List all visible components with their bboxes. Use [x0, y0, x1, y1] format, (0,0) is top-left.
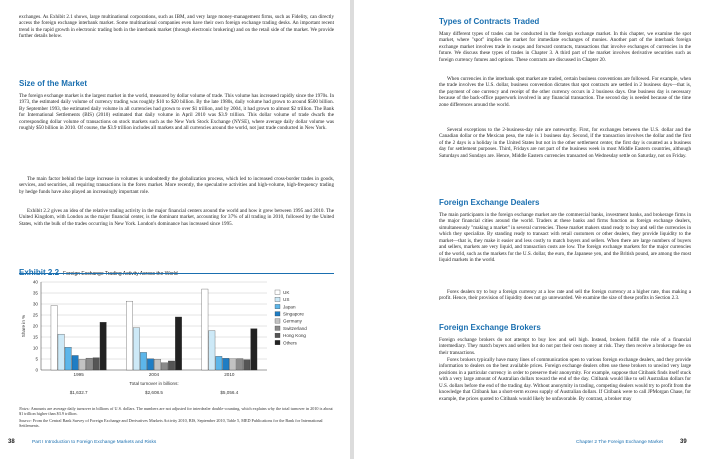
exhibit-rule [19, 273, 334, 274]
source-text: From the Central Bank Survey of Foreign Exchange and Derivatives Markets Activity 2010, BIS, September 2010, Table 5, MED Publications for the Bank for International Settlements. [19, 418, 323, 429]
bar-germany-2010 [230, 359, 236, 370]
left-page-number: 38 [8, 439, 15, 445]
bar-singapore-2010 [223, 358, 229, 370]
bar-switzerland-2004 [161, 363, 167, 370]
y-tick-label: 35 [32, 290, 38, 296]
exhibit-number: Exhibit 2.2 [19, 268, 60, 277]
brokers-paragraph-1: Foreign exchange brokers do not attempt to buy low and sell high. Instead, brokers fulfill the role of a financial intermediary. They match buyers and sellers but do not put their own money at risk. They then receive a brokerage fee on their transactions. [439, 337, 691, 356]
y-axis-label: Share in % [21, 314, 26, 338]
legend-label: Hong Kong [283, 333, 306, 339]
legend-label: Switzerland [283, 325, 307, 331]
types-heading: Types of Contracts Traded [439, 17, 540, 26]
legend-swatch [275, 312, 280, 316]
y-tick-label: 0 [35, 367, 38, 373]
dealers-paragraph-1: The main participants in the foreign exchange market are the commercial banks, investment banks, and brokerage firms in the major financial cities around the world. Traders at these banks and firms function as foreign exchange dealers, simultaneously "making a market" in several currencies. These market makers stand ready to buy and sell the currencies in which they specialize. By standing ready to transact with retail customers or other dealers, they provide liquidity to the market—that is, they make it easier and less costly to match buyers and sellers. When there are large numbers of buyers and sellers, markets are very liquid, and transaction costs are low. The foreign exchange markets for the major currencies of the world, such as the markets for the U.S. dollar, the euro, the Japanese yen, and the British pound, are among the most liquid markets in the world. [439, 212, 691, 264]
legend-swatch [275, 297, 280, 301]
legend-swatch [275, 333, 280, 337]
left-footer: Part I Introduction to Foreign Exchange Markets and Risks [32, 440, 157, 445]
y-tick-label: 40 [32, 279, 38, 285]
bar-japan-2010 [216, 356, 222, 370]
size-of-market-heading: Size of the Market [19, 79, 88, 88]
bar-others-2004 [175, 317, 181, 370]
legend-label: US [283, 297, 290, 303]
bar-others-2010 [251, 329, 257, 370]
bar-germany-2004 [154, 359, 160, 370]
bar-hong-kong-2004 [168, 361, 174, 370]
bar-hong-kong-1995 [93, 358, 99, 370]
total-turnover-label: Total turnover in billions: [129, 381, 179, 386]
bar-us-1995 [58, 334, 64, 370]
chart-source [19, 418, 334, 428]
notes-text: Amounts are average daily turnover in billions of U.S. dollars. The numbers are not adjusted for interdealer double-counting, which explains why the total turnover in 2010 is about $1 trillion higher than $3.9 trillion. [19, 406, 333, 417]
bar-uk-1995 [51, 306, 57, 370]
notes-label: Notes: [19, 406, 30, 411]
legend-swatch [275, 290, 280, 294]
legend-label: UK [283, 289, 290, 295]
bar-others-1995 [100, 322, 106, 370]
source-label: Source: [19, 418, 32, 423]
chart-notes [19, 406, 334, 416]
legend-label: Japan [283, 304, 296, 310]
legend-label: Others [283, 340, 297, 346]
y-tick-label: 30 [32, 301, 38, 307]
bar-hong-kong-2010 [244, 360, 250, 370]
dealers-heading: Foreign Exchange Dealers [439, 198, 540, 207]
brokers-paragraph-2: Forex brokers typically have many lines of communication open to various foreign exchange dealers, and they provide information to dealers on the best available prices. Foreign exchange dealers often use these brokers to unwind very large positions in a particular currency in order to preserve their anonymity. For example, suppose that Citibank finds itself stuck with a very large amount of Australian dollars toward the end of the day. Citibank would like to sell Australian dollars for U.S. dollars before the end of the trading day. Without anonymity in trading, competing dealers would try to profit from the knowledge that Citibank has a short-term excess supply of Australian dollars. If Citibank were to call JPMorgan Chase, for example, the prices quoted to Citibank would likely be unfavorable. By contrast, a broker may [439, 357, 691, 402]
bar-uk-2004 [126, 301, 132, 370]
x-tick-label: 1995 [73, 372, 84, 377]
trading-activity-chart [19, 276, 334, 402]
legend-label: Singapore [283, 311, 304, 317]
left-page [0, 0, 350, 459]
legend-swatch [275, 319, 280, 323]
size-paragraph-2: The main factor behind the large increase in volumes is undoubtedly the globalization process, which led to increased cross-border trades in goods, services, and securities, all requiring transactions in the forex market. More recently, the speculative activities and high-volume, high-frequency trading by hedge funds have also played an increasingly important role. [19, 176, 334, 195]
bar-japan-2004 [140, 352, 146, 370]
bar-singapore-2004 [147, 359, 153, 370]
total-turnover-value: $2,608.5 [145, 390, 163, 395]
bar-us-2010 [209, 331, 215, 370]
exhibit-caption: Foreign Exchange Trading Activity Across the World [63, 271, 178, 277]
x-tick-label: 2010 [224, 372, 235, 377]
bar-switzerland-2010 [237, 359, 243, 370]
types-paragraph-1: Many different types of trades can be conducted in the foreign exchange market. In this chapter, we examine the spot market, where "spot" implies the market for immediate exchanges of monies. Another part of the interbank foreign exchange market involves trade in swaps and forward contracts, transactions that involve exchanges of currencies in the future. We discuss these types of trades in Chapter 3. A third part of the market involves derivative securities such as foreign currency futures and options. These contracts are discussed in Chapter 20. [439, 31, 691, 63]
y-tick-label: 25 [32, 312, 38, 318]
types-paragraph-2: When currencies in the interbank spot market are traded, certain business conventions are followed. For example, when the trade involves the U.S. dollar, business convention dictates that spot contracts are settled in 2 business days—that is, the payment of one currency and receipt of the other currency occurs in 2 business days. One business day is necessary because of the back-office paperwork involved in any financial transaction. The second day is needed because of the time zone differences around the world. [439, 76, 691, 108]
legend-swatch [275, 304, 280, 308]
bar-japan-1995 [65, 347, 71, 370]
total-turnover-value: $5,056.4 [220, 390, 239, 395]
total-turnover-value: $1,632.7 [69, 390, 88, 395]
bar-singapore-1995 [72, 355, 78, 370]
dealers-paragraph-2: Forex dealers try to buy a foreign currency at a low rate and sell the foreign currency at a higher rate, thus making a profit. Hence, their provision of liquidity does not go unrewarded. We examine the size of these profits in Section 2.3. [439, 289, 691, 302]
y-tick-label: 5 [35, 356, 38, 362]
brokers-heading: Foreign Exchange Brokers [439, 323, 541, 332]
right-page [354, 0, 704, 459]
bar-us-2004 [133, 328, 139, 370]
right-page-number: 39 [680, 439, 687, 445]
right-footer: Chapter 2 The Foreign Exchange Market [576, 440, 663, 445]
legend-label: Germany [283, 318, 302, 324]
legend-swatch [275, 340, 280, 344]
legend-swatch [275, 326, 280, 330]
intro-paragraph: exchanges. As Exhibit 2.1 shows, large multinational corporations, such as IBM, and very large money-management firms, such as Fidelity, can directly access the foreign exchange interbank market. Some multinational companies even have their own foreign exchange trading desks. An important recent trend is the rapid growth in electronic trading both in the interbank market (through electronic brokering) and on the retail side of the market. We provide further details below. [19, 14, 334, 40]
size-paragraph-3: Exhibit 2.2 gives an idea of the relative trading activity in the major financial centers around the world and how it grew between 1995 and 2010. The United Kingdom, with London as the major financial center, is the dominant market, accounting for 37% of all trading in 2010, followed by the United States, with the bulk of the trades occurring in New York. London's dominance has increased since 1995. [19, 208, 334, 227]
y-tick-label: 10 [32, 345, 38, 351]
y-tick-label: 20 [32, 323, 38, 329]
size-paragraph-1: The foreign exchange market is the largest market in the world, measured by dollar volume of trade. This volume has increased rapidly since the 1970s. In 1973, the estimated daily volume of currency trading was roughly $10 to $20 billion. By the late 1980s, daily volume had grown to around $500 billion. By September 1993, the estimated daily volume in all currencies had grown to over $1 trillion, and by 2004, it had grown to almost $2 trillion. The Bank for International Settlements (BIS) (2010) estimated that daily volume in April 2010 was $3.9 trillion. This dollar volume of trade dwarfs the corresponding dollar volume of transactions on stock markets such as the New York Stock Exchange (NYSE), where average daily dollar volume was roughly $50 billion in 2010. Of course, the $3.9 trillion includes all markets and all currencies around the world, not just trade conducted in New York. [19, 93, 334, 132]
bar-germany-1995 [79, 359, 85, 370]
bar-uk-2010 [202, 289, 208, 370]
x-tick-label: 2004 [148, 372, 160, 377]
bar-switzerland-1995 [86, 358, 92, 370]
y-tick-label: 15 [32, 334, 38, 340]
types-paragraph-3: Several exceptions to the 2-business-day rule are noteworthy. First, for exchanges between the U.S. dollar and the Canadian dollar or the Mexican peso, the rule is 1 business day. Second, if the transaction involves the dollar and the first of the 2 days is a holiday in the United States but not in the other settlement center, the first day is counted as a business day for settlement purposes. Third, Fridays are not part of the business week in most Middle Eastern countries, although Saturdays and Sundays are. Hence, Middle Eastern currencies transacted on Wednesday settle on Saturday, not on Friday. [439, 127, 691, 159]
